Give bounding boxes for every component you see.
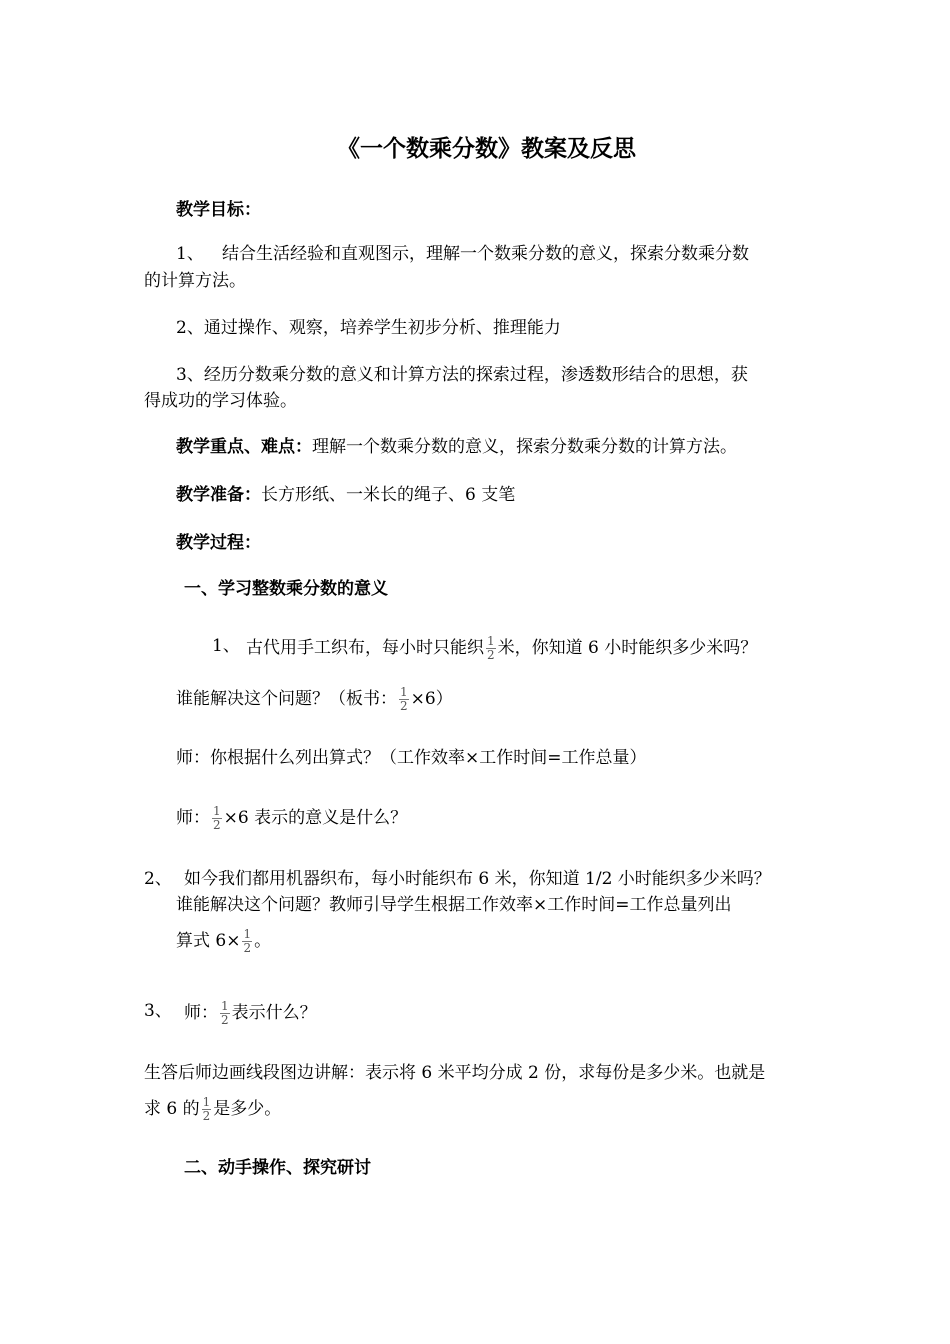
section-1-heading: 一、学习整数乘分数的意义	[184, 579, 388, 599]
fraction-denominator: 2	[400, 699, 408, 713]
objective-2: 2、通过操作、观察，培养学生初步分析、推理能力	[176, 318, 561, 338]
fraction-one-half	[242, 928, 252, 955]
section-1-item-2-line-2: 谁能解决这个问题？教师引导学生根据工作效率×工作时间=工作总量列出	[176, 895, 732, 915]
item-1-text-after: 米，你知道 6 小时能织多少米吗？	[497, 638, 758, 658]
fraction-one-half	[220, 1000, 230, 1027]
fraction-one-half	[212, 805, 222, 832]
fraction-numerator: 1	[400, 685, 408, 699]
section-1-question-1	[176, 686, 453, 713]
fraction-one-half	[399, 686, 409, 713]
fraction-numerator: 1	[213, 804, 221, 818]
fraction-numerator: 1	[221, 999, 229, 1013]
fraction-denominator: 2	[213, 818, 221, 832]
objective-3-line-1: 3、经历分数乘分数的意义和计算方法的探索过程，渗透数形结合的思想，获	[176, 365, 748, 385]
section-1-teacher-line-2	[176, 805, 407, 832]
item-1-text-before: 古代用手工织布，每小时只能织	[246, 638, 484, 658]
fraction-denominator: 2	[487, 648, 495, 662]
section-2-heading: 二、动手操作、探究研讨	[184, 1158, 371, 1178]
fraction-denominator: 2	[243, 941, 252, 955]
item-3-text-after: 表示什么？	[231, 1003, 317, 1023]
fraction-one-half	[202, 1096, 212, 1123]
teacher-2-text-before: 师：	[176, 808, 210, 828]
question-1-text-after: ×6）	[410, 689, 453, 709]
section-1-item-3	[184, 1000, 317, 1027]
keypoints-label: 教学重点、难点：	[176, 437, 312, 457]
preparation-paragraph	[176, 484, 515, 506]
fraction-denominator: 2	[221, 1013, 229, 1027]
section-1-item-2-line-1: 如今我们都用机器织布，每小时能织布 6 米，你知道 1/2 小时能织多少米吗？	[184, 869, 771, 889]
section-1-answer-line-2	[144, 1096, 281, 1123]
fraction-denominator: 2	[202, 1109, 211, 1123]
teacher-2-text-after: ×6 表示的意义是什么？	[223, 808, 408, 828]
keypoints-text: 理解一个数乘分数的意义，探索分数乘分数的计算方法。	[312, 437, 737, 457]
answer-line-2-after: 是多少。	[213, 1099, 282, 1119]
fraction-numerator: 1	[202, 1095, 211, 1109]
keypoints-paragraph	[176, 436, 737, 458]
objective-1-number: 1、	[176, 244, 204, 264]
objectives-heading: 教学目标：	[176, 200, 261, 220]
section-1-item-1-number: 1、	[212, 636, 240, 656]
preparation-text: 长方形纸、一米长的绳子、6 支笔	[261, 485, 516, 505]
preparation-label: 教学准备：	[176, 485, 261, 505]
item-2-line-3-before: 算式 6×	[176, 931, 241, 951]
section-1-item-1	[246, 635, 757, 662]
section-1-item-2-line-3	[176, 928, 271, 955]
question-1-text-before: 谁能解决这个问题？（板书：	[176, 689, 397, 709]
objective-1-line-1: 结合生活经验和直观图示，理解一个数乘分数的意义，探索分数乘分数	[222, 244, 749, 264]
fraction-one-half	[486, 635, 496, 662]
objective-3-line-2: 得成功的学习体验。	[144, 391, 297, 411]
answer-line-2-before: 求 6 的	[144, 1099, 200, 1119]
section-1-teacher-line-1: 师：你根据什么列出算式？（工作效率×工作时间=工作总量）	[176, 748, 647, 768]
item-2-line-3-after: 。	[254, 931, 272, 951]
process-heading: 教学过程：	[176, 533, 261, 553]
fraction-numerator: 1	[243, 927, 252, 941]
item-3-text-before: 师：	[184, 1003, 218, 1023]
section-1-answer-line-1: 生答后师边画线段图边讲解：表示将 6 米平均分成 2 份，求每份是多少米。也就是	[144, 1063, 766, 1083]
section-1-item-2-number: 2、	[144, 869, 172, 889]
section-1-item-3-number: 3、	[144, 1001, 172, 1021]
fraction-numerator: 1	[487, 634, 495, 648]
objective-1-line-2: 的计算方法。	[144, 271, 246, 291]
page-title: 《一个数乘分数》教案及反思	[337, 136, 636, 162]
